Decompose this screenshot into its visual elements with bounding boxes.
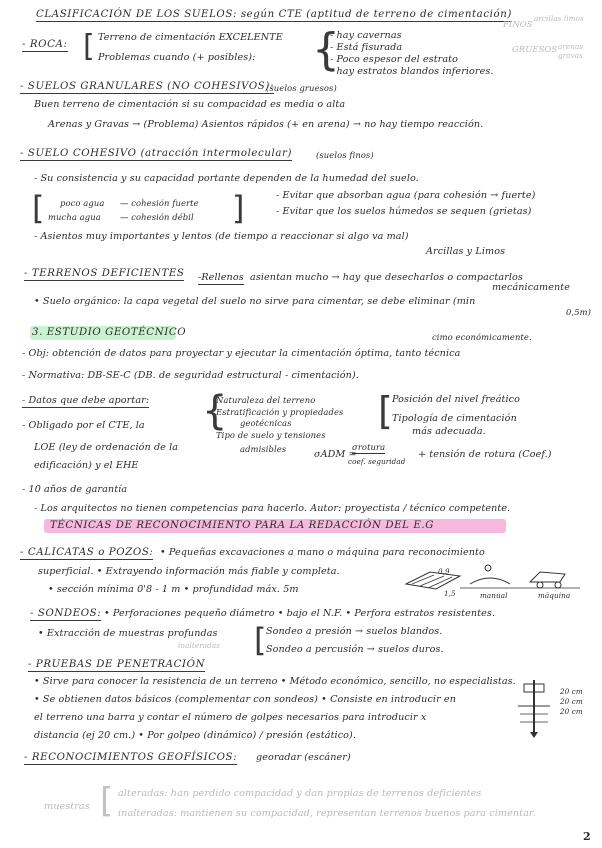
brace-cohesivo: [ [32, 189, 45, 227]
cohesivo-heading: - SUELO COHESIVO (atracción intermolecular) [20, 148, 293, 159]
muestras-1: alteradas: han perdido compacidad y dan propias de terrenos deficientes [118, 788, 482, 799]
granulares-heading: - SUELOS GRANULARES (NO COHESIVOS): [20, 81, 274, 92]
fig-cm-3: 20 cm [560, 707, 583, 716]
roca-bullet-4: - hay estratos blandos inferiores. [330, 66, 494, 77]
pruebas-4: distancia (ej 20 cm.) • Por golpeo (dinámico) / presión (estático). [34, 730, 357, 741]
muestras-label: muestras [44, 801, 90, 812]
cohesivo-right-2: - Evitar que los suelos húmedos se sequen (grietas) [276, 206, 532, 217]
sondeos-2b: inalteradas [178, 641, 221, 650]
cohesivo-note: (suelos finos) [316, 150, 374, 160]
brace-datos: { [202, 388, 228, 434]
gruesos-sub: arenas gravas [558, 42, 584, 60]
garantia-line: - 10 años de garantía [22, 484, 128, 495]
roca-line-1: Terreno de cimentación EXCELENTE [98, 32, 283, 43]
pruebas-1: • Sirve para conocer la resistencia de un terreno • Método económico, sencillo, no especialistas. [34, 676, 516, 687]
cohesivo-left-1b: — cohesión fuerte [120, 198, 199, 208]
granulares-line-1: Buen terreno de cimentación si su compacidad es media o alta [34, 99, 346, 110]
pruebas-label: - PRUEBAS DE PENETRACIÓN [28, 659, 206, 670]
fig-maquina: máquina [538, 591, 571, 600]
estudio-note: cimo económicamente. [432, 332, 532, 342]
brace-sondeos: [ [254, 621, 267, 659]
datos-label: - Datos que debe aportar: [22, 395, 150, 406]
calicatas-2: superficial. • Extrayendo información más fiable y completa. [38, 566, 340, 577]
fig-cm-1: 20 cm [560, 687, 583, 696]
cohesivo-left-2b: — cohesión débil [120, 212, 194, 222]
brace-roca: [ [83, 29, 95, 64]
fig-cm-2: 20 cm [560, 697, 583, 706]
formula-lhs: σADM = [314, 449, 357, 460]
datos-r3: más adecuada. [412, 426, 486, 437]
estudio-normativa: - Normativa: DB-SE-C (DB. de seguridad estructural - cimentación). [22, 370, 359, 381]
cohesivo-line-3: - Asientos muy importantes y lentos (de tiempo a reaccionar si algo va mal) [34, 231, 409, 242]
datos-r1: Posición del nivel freático [392, 394, 520, 405]
deficientes-heading: - TERRENOS DEFICIENTES [24, 268, 185, 279]
pruebas-2: • Se obtienen datos básicos (complementar con sondeos) • Consiste en introducir en [34, 694, 456, 705]
roca-line-2: Problemas cuando (+ posibles): [98, 52, 256, 63]
sondeos-r2: Sondeo a percusión → suelos duros. [266, 644, 444, 655]
brace-roca-problems: { [312, 24, 340, 75]
datos-d: Tipo de suelo y tensiones [216, 430, 326, 440]
granulares-note: (suelos gruesos) [266, 83, 337, 93]
cohesivo-right-1: - Evitar que absorban agua (para cohesión → fuerte) [276, 190, 536, 201]
rellenos-text: asientan mucho → hay que desecharlos o compactarlos [250, 272, 523, 283]
obligado-3: edificación) y el EHE [34, 460, 139, 471]
page-number: 2 [583, 830, 591, 843]
cohesivo-line-1: - Su consistencia y su capacidad portante dependen de la humedad del suelo. [34, 173, 419, 184]
cohesivo-left-1: poco agua [60, 198, 105, 208]
datos-b: Estratificación y propiedades [216, 407, 344, 417]
rellenos-end: mecánicamente [492, 282, 570, 293]
organico-end: 0,5m) [566, 307, 592, 317]
estudio-obj: - Obj: obtención de datos para proyectar y ejecutar la cimentación óptima, tanto técnica [22, 348, 461, 359]
obligado-1: - Obligado por el CTE, la [22, 420, 145, 431]
fig-dim-b: 1,5 [444, 589, 456, 598]
obligado-2: LOE (ley de ordenación de la [34, 442, 179, 453]
cohesivo-arcillas: Arcillas y Limos [426, 246, 506, 257]
sondeos-2: • Extracción de muestras profundas [38, 628, 218, 639]
fig-manual: manual [480, 591, 508, 600]
brace-muestras: [ [100, 781, 114, 821]
calicatas-1: • Pequeñas excavaciones a mano o máquina para reconocimiento [160, 547, 485, 558]
rellenos-label: -Rellenos [198, 272, 244, 283]
calicatas-3: • sección mínima 0'8 - 1 m • profundidad máx. 5m [48, 584, 299, 595]
penetrometer-sketch [508, 676, 558, 738]
gruesos-label: GRUESOS [512, 44, 558, 54]
datos-a: Naturaleza del terreno [216, 395, 316, 405]
finos-label: FINOS [503, 19, 533, 29]
fig-dim-a: 0,9 [438, 567, 450, 576]
muestras-2: inalteradas: mantienen su compacidad, representan terrenos buenos para cimentar. [118, 808, 536, 819]
tecnicas-heading: TÉCNICAS DE RECONOCIMIENTO PARA LA REDACCIÓN DEL E.G [50, 520, 434, 531]
pruebas-3: el terreno una barra y contar el número de golpes necesarios para introducir x [34, 712, 427, 723]
sondeos-r1: Sondeo a presión → suelos blandos. [266, 626, 443, 637]
organico-line: • Suelo orgánico: la capa vegetal del suelo no sirve para cimentar, se debe eliminar (min [34, 296, 476, 307]
roca-bullet-2: - Está fisurada [330, 42, 403, 53]
sondeos-label: - SONDEOS: [30, 608, 102, 619]
formula-denominator: coef. seguridad [348, 457, 406, 466]
roca-bullet-3: - Poco espesor del estrato [330, 54, 459, 65]
estudio-heading: 3. ESTUDIO GEOTÉCNICO [32, 327, 187, 338]
calicatas-label: - CALICATAS o POZOS: [20, 547, 154, 558]
brace-datos-right: [ [378, 389, 393, 433]
datos-c: geotécnicas [240, 418, 292, 428]
brace-cohesivo-right: ] [232, 189, 245, 227]
finos-sub: arcillas limos [534, 14, 584, 23]
arquitectos-line: - Los arquitectos no tienen competencias para hacerlo. Autor: proyectista / técnico competente. [34, 503, 511, 514]
page-title: CLASIFICACIÓN DE LOS SUELOS: según CTE (aptitud de terreno de cimentación) [36, 9, 512, 20]
granulares-line-2: Arenas y Gravas → (Problema) Asientos rápidos (+ en arena) → no hay tiempo reacción. [48, 119, 484, 130]
geofisicos-text: georadar (escáner) [256, 752, 351, 763]
sondeos-1: • Perforaciones pequeño diámetro • bajo el N.F. • Perfora estratos resistentes. [104, 608, 496, 619]
geofisicos-label: - RECONOCIMIENTOS GEOFÍSICOS: [24, 752, 238, 763]
roca-bullet-1: - hay cavernas [330, 30, 402, 41]
roca-label: - ROCA: [22, 39, 68, 50]
formula-numerator: σrotura [352, 442, 386, 452]
cohesivo-left-2: mucha agua [48, 212, 101, 222]
datos-r2: Tipología de cimentación [392, 413, 517, 424]
datos-e: admisibles [240, 444, 287, 454]
formula-rhs: + tensión de rotura (Coef.) [418, 449, 552, 460]
